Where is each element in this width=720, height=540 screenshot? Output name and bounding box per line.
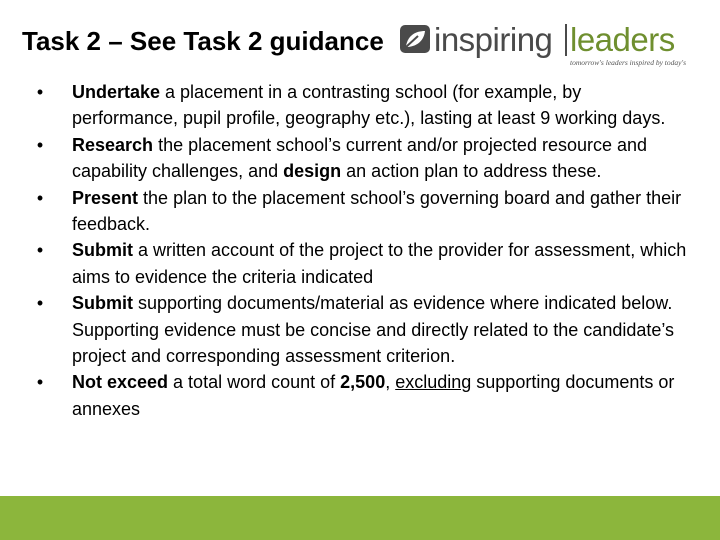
logo-word-leaders: leaders [570, 21, 675, 58]
logo-separator [565, 24, 567, 56]
logo-tagline: tomorrow's leaders inspired by today's [570, 58, 686, 67]
bullet-item [30, 237, 690, 290]
bullet-glyph: • [36, 187, 44, 208]
bullet-glyph: • [36, 293, 44, 314]
bullet-text: the plan to the placement school’s governing board and gather their feedback. [72, 187, 682, 235]
bullet-text: a written account of the project to the provider for assessment, which aims to evidence the criteria indicated [72, 240, 687, 287]
bullet-item [30, 369, 690, 422]
bullet-verb: Present [72, 187, 139, 208]
bullet-glyph: • [36, 134, 44, 155]
bullet-verb: Not exceed [72, 372, 169, 393]
word-count-value: 2,500 [340, 372, 386, 393]
bullet-text: the placement school’s current and/or projected resource and capability challenges, and [72, 134, 648, 182]
bullet-text-continued: an action plan to address these. [341, 161, 602, 182]
bullet-verb-secondary: design [283, 161, 342, 182]
inspiring-leaders-logo [400, 18, 700, 70]
bullet-item [30, 79, 690, 132]
underlined-term: excluding [395, 372, 472, 393]
bullet-text: a total word count of [168, 372, 341, 393]
bullet-glyph: • [36, 240, 44, 261]
leaf-icon [400, 25, 430, 53]
bullet-text-continued: , [385, 372, 396, 393]
task-bullet-list [30, 79, 690, 422]
bullet-item [30, 132, 690, 185]
bullet-verb: Research [72, 134, 154, 155]
bullet-glyph: • [36, 82, 44, 102]
bullet-item [30, 185, 690, 238]
slide-title: Task 2 – See Task 2 guidance [22, 26, 384, 56]
logo-word-inspiring: inspiring [434, 21, 553, 58]
bullet-verb: Submit [72, 293, 133, 314]
footer-bar [0, 496, 720, 540]
bullet-verb: Undertake [72, 82, 161, 102]
bullet-text: a placement in a contrasting school (for example, by performance, pupil profile, geography etc.), lasting at least 9 working days. [72, 82, 666, 129]
bullet-item [30, 290, 690, 369]
bullet-verb: Submit [72, 240, 133, 261]
bullet-text: supporting documents/material as evidence where indicated below. Supporting evidence must be concise and directly related to the candidate’s project and corresponding assessment criterion. [72, 293, 675, 367]
bullet-text-end: supporting documents or annexes [72, 372, 675, 419]
bullet-glyph: • [36, 372, 44, 393]
